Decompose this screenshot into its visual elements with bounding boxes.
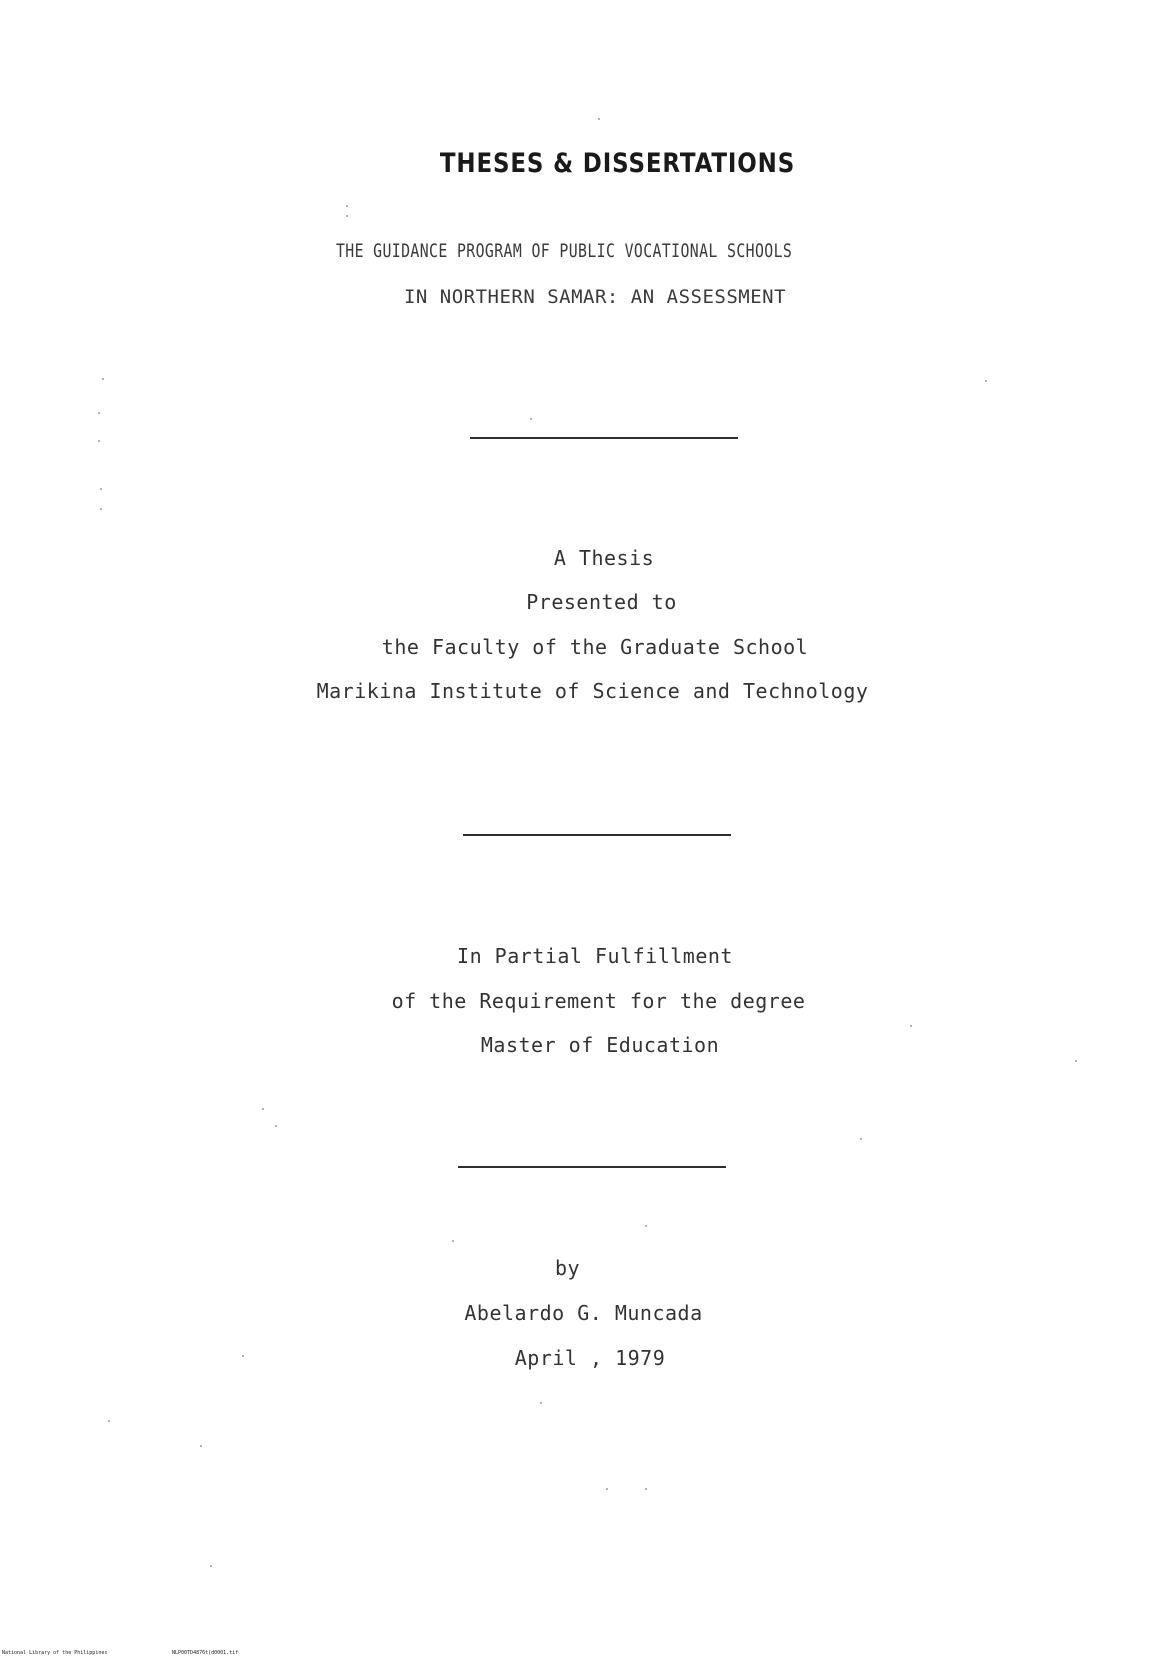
scan-speck — [530, 418, 532, 420]
scan-speck — [985, 380, 987, 382]
by-label: by — [554, 1256, 581, 1280]
scan-speck — [860, 1138, 862, 1140]
scan-speck — [1075, 1060, 1077, 1062]
title-line-2: IN NORTHERN SAMAR: AN ASSESSMENT — [403, 286, 787, 308]
scan-speck — [606, 1488, 608, 1490]
scan-speck — [346, 215, 348, 217]
title-line-1: THE GUIDANCE PROGRAM OF PUBLIC VOCATIONAL SCHOOLS — [335, 240, 793, 262]
scan-speck — [262, 1108, 264, 1110]
scan-speck — [98, 412, 100, 414]
scan-speck — [100, 488, 102, 490]
partial-fulfillment: In Partial Fulfillment — [457, 944, 733, 968]
footer-filename: NLP00TD4876t(d0001.tif — [172, 1650, 239, 1656]
scan-speck — [645, 1488, 647, 1490]
scan-speck — [108, 1420, 110, 1422]
scan-speck — [200, 1445, 202, 1447]
scan-speck — [540, 1402, 542, 1404]
theses-dissertations-stamp: THESES & DISSERTATIONS — [439, 148, 796, 179]
author-name: Abelardo G. Muncada — [464, 1301, 703, 1325]
scan-speck — [910, 1025, 912, 1027]
divider-3 — [458, 1166, 726, 1168]
presented-to: Presented to — [526, 590, 677, 614]
scan-speck — [98, 440, 100, 442]
requirement-line: of the Requirement for the degree — [391, 989, 806, 1013]
scan-speck — [242, 1355, 244, 1357]
footer-library: National Library of the Philippines — [2, 1650, 108, 1656]
institute-line: Marikina Institute of Science and Technology — [316, 679, 869, 703]
scan-speck — [275, 1125, 277, 1127]
degree-line: Master of Education — [480, 1033, 720, 1057]
faculty-line: the Faculty of the Graduate School — [381, 635, 809, 659]
scan-speck — [346, 205, 348, 207]
submission-date: April , 1979 — [514, 1346, 666, 1370]
thesis-label: A Thesis — [553, 546, 655, 570]
scan-speck — [102, 378, 104, 380]
divider-2 — [463, 834, 731, 836]
scan-speck — [452, 1240, 454, 1242]
scan-speck — [210, 1565, 212, 1567]
scan-speck — [598, 118, 600, 120]
scan-speck — [100, 508, 102, 510]
divider-1 — [470, 437, 738, 439]
scan-speck — [645, 1225, 647, 1227]
